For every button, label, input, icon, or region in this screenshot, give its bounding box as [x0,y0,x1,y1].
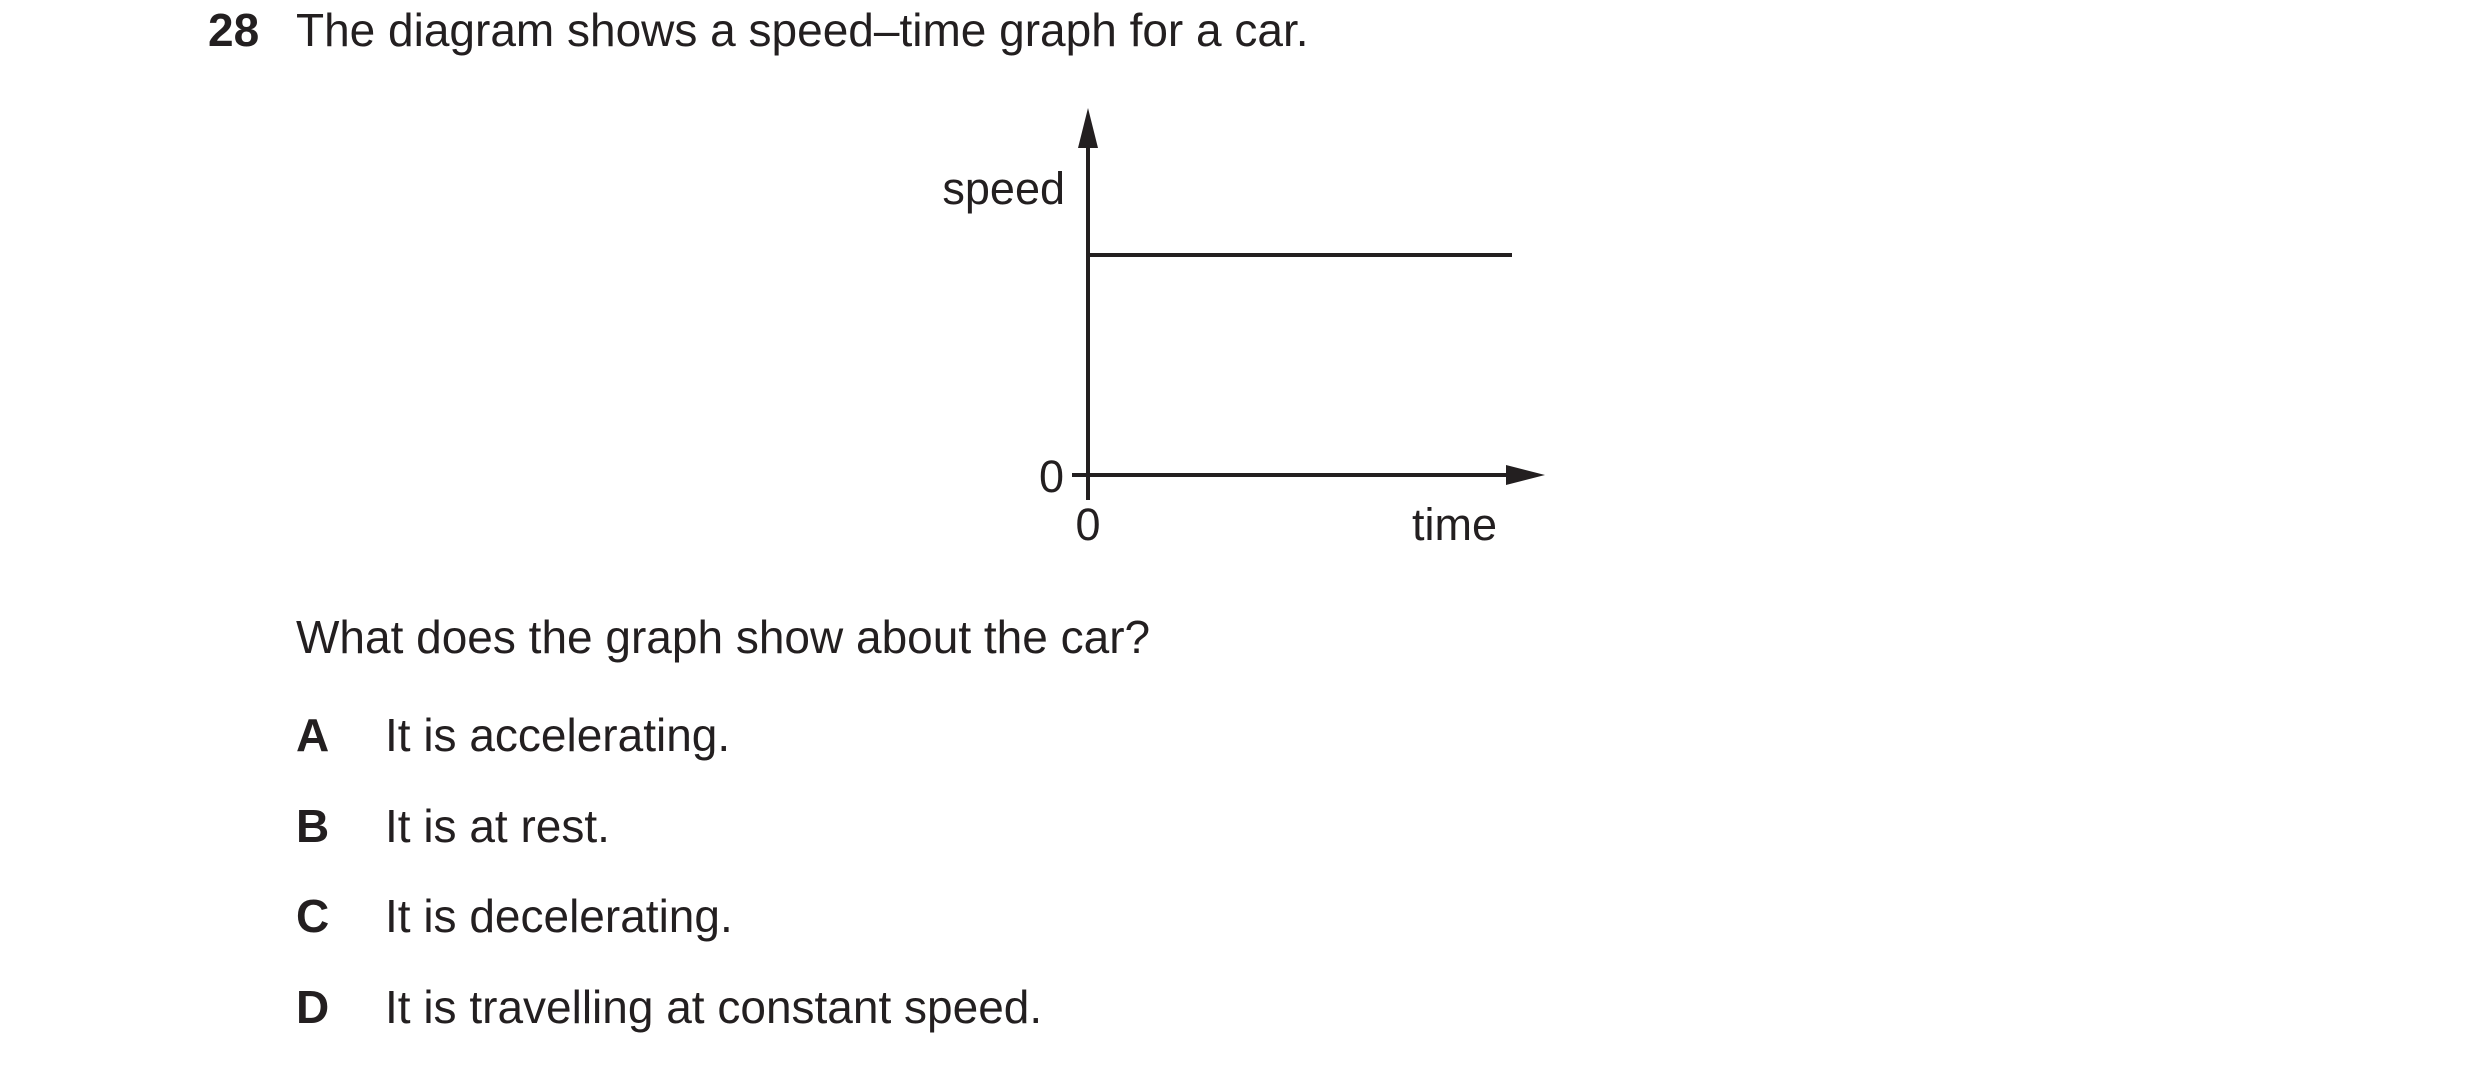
x-origin-label: 0 [1075,499,1101,550]
y-axis-arrowhead [1078,108,1098,148]
option-letter: D [296,981,330,1033]
option-text: It is at rest. [385,800,610,852]
option-letter: A [296,709,330,761]
question-number: 28 [208,4,260,56]
option-text: It is decelerating. [385,890,733,942]
option-letter: B [296,800,330,852]
option-letter: C [296,890,330,942]
question-prompt: What does the graph show about the car? [296,611,1151,663]
option-text: It is accelerating. [385,709,731,761]
x-axis-label: time [1411,499,1497,550]
y-origin-label: 0 [1038,451,1064,502]
option-text: It is travelling at constant speed. [385,981,1043,1033]
x-axis-arrowhead [1506,465,1545,485]
question-stem: The diagram shows a speed–time graph for a car. [296,4,1309,56]
y-axis-label: speed [942,163,1065,214]
